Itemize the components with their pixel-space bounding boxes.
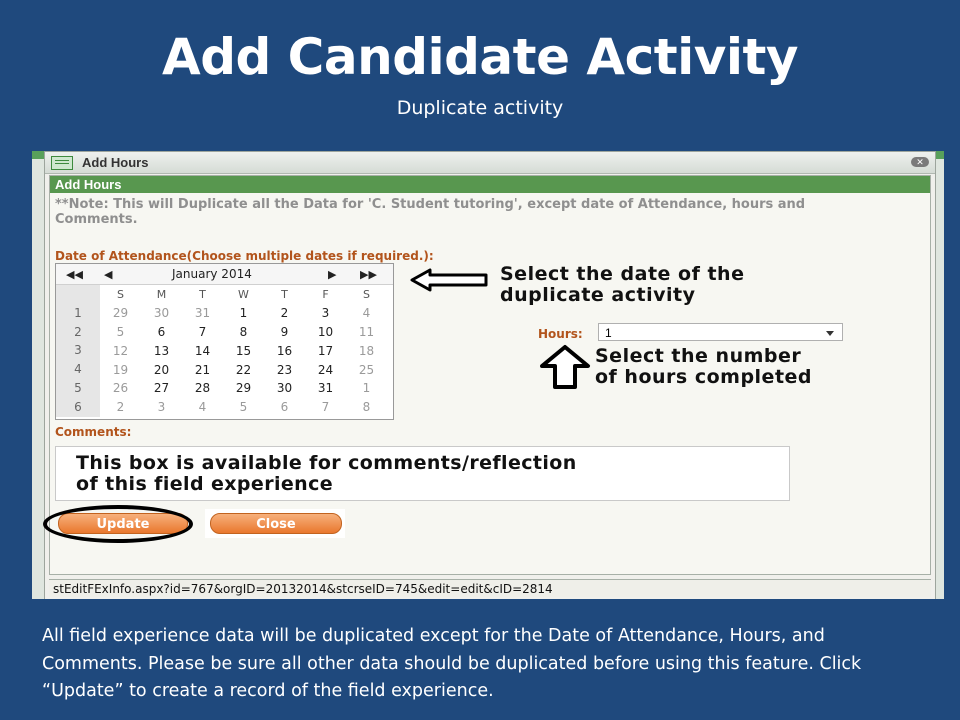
close-icon[interactable]: ✕ [911, 157, 929, 167]
calendar-day[interactable]: 7 [198, 324, 207, 339]
dialog-content [49, 175, 931, 575]
calendar-day[interactable]: 11 [358, 324, 375, 339]
panel-header: Add Hours [50, 176, 930, 193]
calendar-day[interactable]: 10 [317, 324, 334, 339]
calendar-week-row [56, 398, 387, 417]
date-annotation-line: Select the date of the [500, 263, 745, 285]
calendar-day[interactable]: 13 [153, 343, 170, 358]
date-calendar[interactable] [55, 263, 394, 420]
calendar-day[interactable]: 28 [194, 381, 211, 396]
calendar-day[interactable]: 14 [194, 343, 211, 358]
calendar-day[interactable]: 5 [239, 400, 248, 415]
week-number: 6 [56, 398, 100, 417]
calendar-day[interactable]: 23 [276, 362, 293, 377]
calendar-week-row [56, 341, 387, 360]
calendar-day[interactable]: 3 [321, 306, 330, 321]
week-number: 4 [56, 360, 100, 379]
hours-annotation-line: of hours completed [595, 366, 813, 388]
comments-annotation-line: of this field experience [76, 473, 334, 495]
week-number: 3 [56, 341, 100, 360]
day-header: S [117, 287, 124, 301]
calendar-grid [56, 285, 387, 417]
slide-subtitle: Duplicate activity [396, 97, 564, 119]
calendar-day[interactable]: 20 [153, 362, 170, 377]
comments-annotation-line: This box is available for comments/reflection [76, 452, 577, 474]
dialog-title: Add Hours [82, 155, 149, 170]
week-number: 1 [56, 304, 100, 323]
calendar-day[interactable]: 22 [235, 362, 252, 377]
calendar-day[interactable]: 19 [112, 362, 129, 377]
prev-month-button[interactable]: ◀ [104, 268, 113, 281]
calendar-day[interactable]: 2 [280, 306, 289, 321]
calendar-day[interactable]: 15 [235, 343, 252, 358]
calendar-day[interactable]: 18 [358, 343, 375, 358]
calendar-day[interactable]: 1 [362, 381, 371, 396]
update-button[interactable]: Update [58, 513, 188, 534]
calendar-day[interactable]: 17 [317, 343, 334, 358]
calendar-week-row [56, 360, 387, 379]
calendar-day[interactable]: 4 [362, 306, 371, 321]
hours-selected-value: 1 [605, 326, 612, 340]
comments-textarea[interactable] [55, 446, 790, 501]
calendar-week-row [56, 379, 387, 398]
day-header: M [156, 287, 167, 301]
arrow-up-icon [538, 344, 592, 390]
calendar-day[interactable]: 24 [317, 362, 334, 377]
date-annotation-line: duplicate activity [500, 284, 696, 306]
dialog-titlebar [45, 152, 935, 174]
day-header: S [363, 287, 370, 301]
calendar-nav [56, 264, 393, 285]
arrow-left-icon [410, 268, 490, 292]
week-number: 2 [56, 323, 100, 342]
next-year-button[interactable]: ▶▶ [360, 268, 377, 281]
chevron-down-icon [826, 331, 834, 336]
calendar-day[interactable]: 5 [116, 324, 125, 339]
hours-select[interactable] [598, 323, 843, 341]
calendar-month-label: January 2014 [172, 267, 252, 281]
window-icon [51, 156, 73, 170]
slide-body-text: All field experience data will be duplicated except for the Date of Attendance, Hours, and Comments. Please be sure all other data should be duplicated before using this feature. Click “Update” to create a record of the field experience. [42, 626, 862, 701]
calendar-day[interactable]: 30 [153, 306, 170, 321]
close-button[interactable]: Close [210, 513, 342, 534]
calendar-day[interactable]: 31 [194, 306, 211, 321]
comments-label: Comments: [55, 425, 132, 439]
calendar-day[interactable]: 27 [153, 381, 170, 396]
day-header: F [322, 287, 329, 301]
day-header: T [281, 287, 288, 301]
date-annotation [500, 264, 744, 306]
calendar-day[interactable]: 6 [157, 324, 166, 339]
calendar-day[interactable]: 12 [112, 343, 129, 358]
slide-title: Add Candidate Activity [162, 28, 798, 86]
calendar-day[interactable]: 21 [194, 362, 211, 377]
prev-year-button[interactable]: ◀◀ [66, 268, 83, 281]
calendar-day[interactable]: 8 [362, 400, 371, 415]
calendar-day[interactable]: 2 [116, 400, 125, 415]
calendar-day[interactable]: 3 [157, 400, 166, 415]
calendar-day[interactable]: 1 [239, 306, 248, 321]
status-bar-url: stEditFExInfo.aspx?id=767&orgID=20132014&stcrseID=745&edit=edit&cID=2814 [49, 579, 931, 597]
calendar-day[interactable]: 30 [276, 381, 293, 396]
calendar-day[interactable]: 9 [280, 324, 289, 339]
week-number: 5 [56, 379, 100, 398]
day-header: W [238, 287, 249, 301]
add-hours-dialog [44, 151, 936, 599]
day-header: T [199, 287, 206, 301]
calendar-day[interactable]: 29 [235, 381, 252, 396]
calendar-day[interactable]: 29 [112, 306, 129, 321]
calendar-day[interactable]: 7 [321, 400, 330, 415]
hours-annotation-line: Select the number [595, 345, 802, 367]
date-of-attendance-label: Date of Attendance(Choose multiple dates if required.): [55, 249, 434, 263]
calendar-header-row [56, 285, 387, 304]
calendar-day[interactable]: 25 [358, 362, 375, 377]
screenshot-frame [32, 151, 944, 599]
next-month-button[interactable]: ▶ [328, 268, 337, 281]
calendar-week-row [56, 304, 387, 323]
week-number-header [56, 285, 100, 304]
hours-annotation [595, 346, 812, 388]
calendar-day[interactable]: 4 [198, 400, 207, 415]
update-highlight-circle [43, 505, 193, 543]
calendar-day[interactable]: 26 [112, 381, 129, 396]
calendar-week-row [56, 323, 387, 342]
calendar-day[interactable]: 8 [239, 324, 248, 339]
duplicate-note: **Note: This will Duplicate all the Data for 'C. Student tutoring', except date of Attendance, hours and Comments. [55, 197, 806, 227]
calendar-day[interactable]: 6 [280, 400, 289, 415]
hours-label: Hours: [538, 327, 583, 341]
calendar-day[interactable]: 16 [276, 343, 293, 358]
calendar-day[interactable]: 31 [317, 381, 334, 396]
comments-annotation [76, 453, 577, 495]
